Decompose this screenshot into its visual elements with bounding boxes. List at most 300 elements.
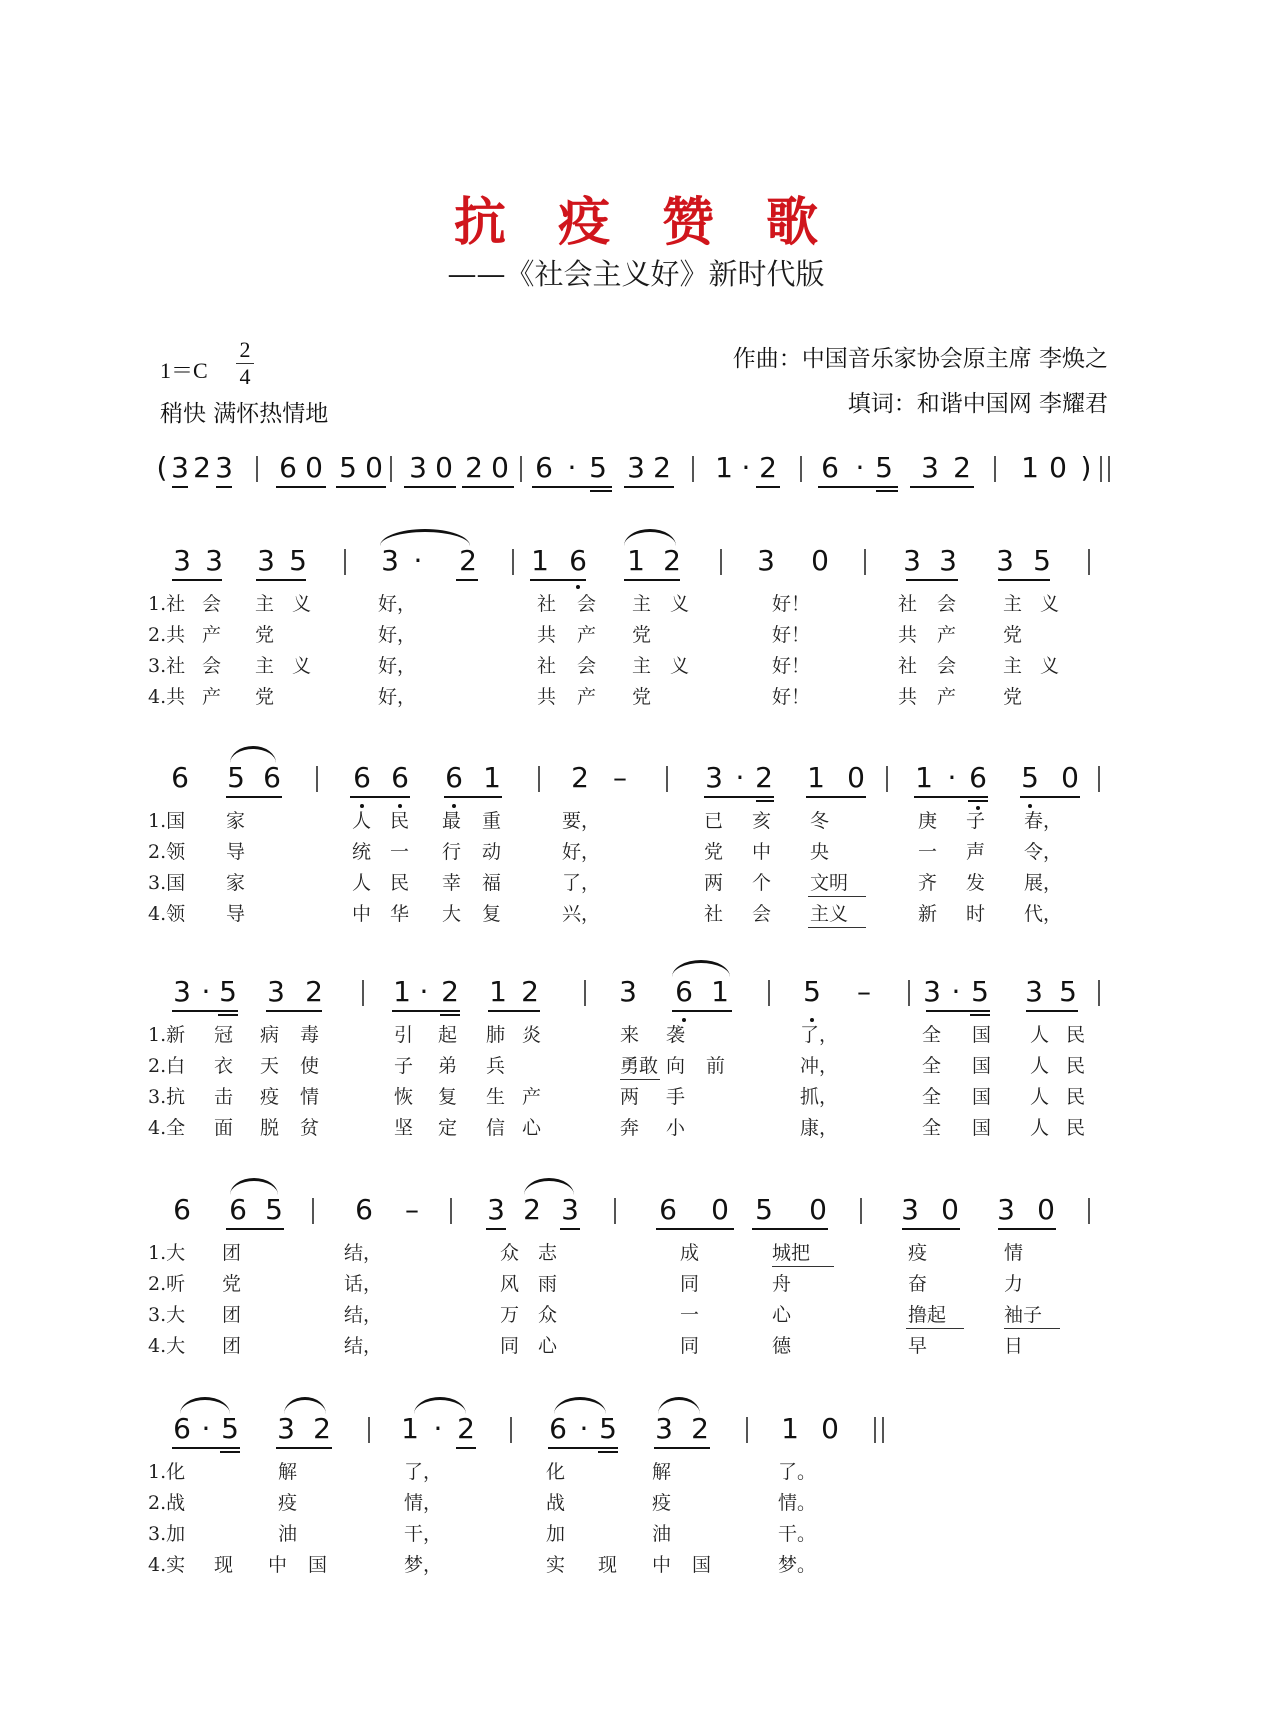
lyric-syllable: 会 — [202, 655, 222, 677]
underline-beam — [704, 796, 774, 798]
lyric-syllable: 城把 — [772, 1242, 811, 1264]
jianpu-note: 1 — [715, 451, 733, 484]
lyric-syllable: 弟 — [438, 1055, 458, 1077]
lyric-syllable: 人 — [1030, 1024, 1050, 1046]
underline-beam — [624, 486, 674, 488]
jianpu-note: 0 — [365, 451, 383, 484]
jianpu-note: 3 — [619, 975, 637, 1008]
barline — [390, 456, 392, 482]
lyric-syllable: 同 — [680, 1273, 700, 1295]
lyric-syllable: 人 — [352, 872, 372, 894]
jianpu-note: 1 — [531, 544, 549, 577]
lyric-syllable: 3.抗 — [148, 1086, 186, 1108]
lyric-syllable: 干， — [404, 1523, 443, 1545]
jianpu-note: 3 — [939, 544, 957, 577]
jianpu-note: 3 — [381, 544, 399, 577]
lyric-syllable: 一 — [390, 841, 410, 863]
jianpu-note: 2 — [653, 451, 671, 484]
lyric-syllable: 春， — [1024, 810, 1063, 832]
underline-beam — [998, 1228, 1056, 1230]
final-barline-thin — [1100, 456, 1102, 482]
lyric-syllable: 社 — [537, 655, 557, 677]
lyric-syllable: 2.战 — [148, 1492, 186, 1514]
lyric-syllable: 手 — [666, 1086, 686, 1108]
underline-beam — [910, 486, 974, 488]
jianpu-note: 6 — [535, 451, 553, 484]
lyric-syllable: 脱 — [260, 1117, 280, 1139]
jianpu-note: 3 — [173, 975, 191, 1008]
lyric-syllable: 民 — [390, 810, 410, 832]
lyric-syllable: 1.大 — [148, 1242, 186, 1264]
lyric-syllable: 梦， — [404, 1554, 443, 1576]
jianpu-note: 0 — [711, 1193, 729, 1226]
lyric-syllable: 奋 — [908, 1273, 928, 1295]
jianpu-note: · — [567, 451, 577, 484]
lyric-syllable: 团 — [222, 1304, 242, 1326]
barline — [692, 456, 694, 482]
lyric-syllable: 主 — [632, 593, 652, 615]
jianpu-note: – — [405, 1193, 419, 1226]
underline-beam — [456, 1447, 476, 1449]
lyric-syllable: 党 — [1003, 624, 1023, 646]
barline — [1098, 766, 1100, 792]
lyric-syllable: 复 — [482, 903, 502, 925]
lyric-syllable: 社 — [898, 593, 918, 615]
lyric-syllable: 全 — [922, 1055, 942, 1077]
lyric-syllable: 共 — [898, 624, 918, 646]
jianpu-note: 2 — [457, 1412, 475, 1445]
lyric-syllable: 义 — [1040, 593, 1060, 615]
underline-beam — [806, 796, 866, 798]
underline-beam — [226, 1228, 284, 1230]
jianpu-note: · — [413, 544, 423, 577]
lyric-syllable: 义 — [670, 593, 690, 615]
lyric-syllable: 统 — [352, 841, 372, 863]
lyric-syllable: 了， — [800, 1024, 839, 1046]
lyric-syllable: 雨 — [538, 1273, 558, 1295]
lyric-syllable: 德 — [772, 1335, 792, 1357]
lyric-syllable: 人 — [352, 810, 372, 832]
lyric-syllable: 恢 — [394, 1086, 414, 1108]
octave-dot — [576, 585, 580, 589]
lyric-syllable: 一 — [680, 1304, 700, 1326]
lyric-syllable: 化 — [546, 1461, 566, 1483]
lyric-syllable: 心 — [522, 1117, 542, 1139]
lyric-syllable: 党 — [255, 686, 275, 708]
lyric-syllable: 定 — [438, 1117, 458, 1139]
lyric-syllable: 了， — [404, 1461, 443, 1483]
underline-beam — [256, 579, 306, 581]
lyric-syllable: 2.听 — [148, 1273, 186, 1295]
jianpu-note: 3 — [655, 1412, 673, 1445]
lyric-syllable: 3.国 — [148, 872, 186, 894]
lyric-syllable: 团 — [222, 1242, 242, 1264]
jianpu-note: · — [855, 451, 865, 484]
underline-beam — [172, 486, 188, 488]
lyric-syllable: 1.化 — [148, 1461, 186, 1483]
lyric-syllable: 复 — [438, 1086, 458, 1108]
lyric-syllable: 解 — [652, 1461, 672, 1483]
lyric-syllable: 导 — [226, 903, 246, 925]
lyric-syllable: 现 — [214, 1554, 234, 1576]
jianpu-note: 1 — [489, 975, 507, 1008]
jianpu-note: 5 — [755, 1193, 773, 1226]
lyric-syllable: 党 — [704, 841, 724, 863]
underline-beam — [266, 1010, 322, 1012]
jianpu-note: 2 — [193, 451, 211, 484]
lyric-syllable: 实 — [546, 1554, 566, 1576]
lyric-syllable: 同 — [680, 1335, 700, 1357]
lyric-syllable: 好， — [378, 655, 417, 677]
lyric-syllable: 解 — [278, 1461, 298, 1483]
barline — [886, 766, 888, 792]
lyric-syllable: 疫 — [260, 1086, 280, 1108]
lyric-syllable: 成 — [680, 1242, 700, 1264]
barline — [746, 1417, 748, 1443]
lyric-syllable: 好， — [378, 593, 417, 615]
jianpu-note: 5 — [339, 451, 357, 484]
lyric-syllable: 中 — [652, 1554, 672, 1576]
lyric-syllable: 情， — [404, 1492, 443, 1514]
lyric-syllable: 人 — [1030, 1117, 1050, 1139]
lyric-syllable: 勇敢 — [620, 1055, 659, 1077]
lyric-syllable: 义 — [670, 655, 690, 677]
jianpu-note: 0 — [811, 544, 829, 577]
jianpu-note: 0 — [491, 451, 509, 484]
underline-beam — [276, 1447, 332, 1449]
jianpu-note: 6 — [171, 761, 189, 794]
lyric-syllable: 民 — [390, 872, 410, 894]
underline-beam — [336, 486, 386, 488]
underline-beam — [172, 579, 222, 581]
jianpu-note: 1 — [483, 761, 501, 794]
underline-beam — [532, 486, 612, 488]
lyric-syllable: 兴， — [562, 903, 601, 925]
lyric-syllable: 话， — [344, 1273, 383, 1295]
jianpu-note: 1 — [781, 1412, 799, 1445]
lyric-syllable: 起 — [438, 1024, 458, 1046]
underline-beam — [220, 1451, 240, 1453]
jianpu-note: 6 — [173, 1193, 191, 1226]
lyric-syllable: 主 — [1003, 593, 1023, 615]
jianpu-note: 6 — [569, 544, 587, 577]
lyric-syllable: 1.新 — [148, 1024, 186, 1046]
lyric-syllable: 情 — [1004, 1242, 1024, 1264]
slur-arc — [554, 1397, 606, 1414]
jianpu-note: 0 — [941, 1193, 959, 1226]
lyric-syllable: 最 — [442, 810, 462, 832]
jianpu-note: 6 — [353, 761, 371, 794]
jianpu-note: 6 — [675, 975, 693, 1008]
lyric-syllable: 会 — [937, 593, 957, 615]
slur-arc — [180, 1397, 230, 1414]
lyric-syllable: 心 — [538, 1335, 558, 1357]
jianpu-note: 3 — [757, 544, 775, 577]
slur-arc — [284, 1397, 326, 1414]
underline-beam — [672, 1010, 732, 1012]
lyric-syllable: 结， — [344, 1304, 383, 1326]
lyric-syllable: 义 — [292, 593, 312, 615]
lyric-syllable: 共 — [537, 686, 557, 708]
lyric-syllable: 展， — [1024, 872, 1063, 894]
lyric-syllable: 坚 — [394, 1117, 414, 1139]
jianpu-note: 2 — [305, 975, 323, 1008]
jianpu-note: 2 — [571, 761, 589, 794]
lyric-syllable: 好！ — [772, 593, 811, 615]
jianpu-note: 5 — [803, 975, 821, 1008]
lyric-syllable: 国 — [972, 1086, 992, 1108]
jianpu-note: 2 — [521, 975, 539, 1008]
underline-beam — [456, 579, 478, 581]
lyric-syllable: 国 — [692, 1554, 712, 1576]
underline-beam — [876, 490, 898, 492]
lyric-syllable: 众 — [538, 1304, 558, 1326]
lyric-syllable: 击 — [214, 1086, 234, 1108]
lyric-syllable: 2.共 — [148, 624, 186, 646]
barline — [666, 766, 668, 792]
jianpu-note: · — [419, 975, 429, 1008]
lyric-underline — [1004, 1328, 1060, 1329]
jianpu-note: 3 — [277, 1412, 295, 1445]
barline — [510, 1417, 512, 1443]
barline — [512, 549, 514, 575]
lyric-syllable: 肺 — [486, 1024, 506, 1046]
lyric-syllable: 疫 — [908, 1242, 928, 1264]
jianpu-note: 3 — [487, 1193, 505, 1226]
barline — [520, 456, 522, 482]
barline — [720, 549, 722, 575]
underline-beam — [756, 800, 774, 802]
jianpu-note: 0 — [821, 1412, 839, 1445]
lyric-syllable: 生 — [486, 1086, 506, 1108]
jianpu-note: – — [613, 761, 627, 794]
lyric-syllable: 现 — [598, 1554, 618, 1576]
lyric-syllable: 中 — [752, 841, 772, 863]
lyric-syllable: 面 — [214, 1117, 234, 1139]
lyric-syllable: 撸起 — [908, 1304, 947, 1326]
jianpu-note: · — [201, 975, 211, 1008]
lyric-syllable: 加 — [546, 1523, 566, 1545]
lyric-syllable: 病 — [260, 1024, 280, 1046]
lyric-syllable: 时 — [966, 903, 986, 925]
jianpu-note: 2 — [523, 1193, 541, 1226]
lyric-syllable: 党 — [1003, 686, 1023, 708]
lyric-syllable: 民 — [1066, 1086, 1086, 1108]
barline — [1088, 1198, 1090, 1224]
lyric-syllable: 全 — [922, 1117, 942, 1139]
underline-beam — [560, 1228, 580, 1230]
underline-beam — [970, 1014, 990, 1016]
lyric-syllable: 声 — [966, 841, 986, 863]
jianpu-note: 6 — [355, 1193, 373, 1226]
lyric-syllable: 幸 — [442, 872, 462, 894]
underline-beam — [998, 579, 1050, 581]
underline-beam — [926, 1010, 990, 1012]
lyric-underline — [808, 927, 866, 928]
lyric-syllable: 重 — [482, 810, 502, 832]
jianpu-note: 6 — [391, 761, 409, 794]
underline-beam — [1020, 796, 1080, 798]
paren-open: ( — [156, 451, 168, 484]
underline-beam — [656, 1228, 734, 1230]
jianpu-note: 2 — [465, 451, 483, 484]
octave-dot — [360, 804, 364, 808]
lyric-syllable: 发 — [966, 872, 986, 894]
jianpu-note: 5 — [875, 451, 893, 484]
barline — [450, 1198, 452, 1224]
lyric-syllable: 奔 — [620, 1117, 640, 1139]
jianpu-note: 5 — [589, 451, 607, 484]
lyric-syllable: 党 — [632, 686, 652, 708]
lyric-syllable: 共 — [898, 686, 918, 708]
jianpu-note: 2 — [459, 544, 477, 577]
jianpu-note: 1 — [393, 975, 411, 1008]
jianpu-note: ) — [1080, 451, 1092, 484]
lyric-syllable: 要， — [562, 810, 601, 832]
lyric-syllable: 好， — [378, 686, 417, 708]
lyric-syllable: 国 — [308, 1554, 328, 1576]
lyric-syllable: 同 — [500, 1335, 520, 1357]
lyric-syllable: 炎 — [522, 1024, 542, 1046]
jianpu-note: 6 — [445, 761, 463, 794]
lyric-syllable: 好， — [562, 841, 601, 863]
underline-beam — [752, 1228, 828, 1230]
jianpu-note: 1 — [627, 544, 645, 577]
jianpu-note: 3 — [923, 975, 941, 1008]
lyric-syllable: 4.共 — [148, 686, 186, 708]
lyric-syllable: 会 — [937, 655, 957, 677]
jianpu-note: 1 — [915, 761, 933, 794]
slur-arc — [380, 529, 470, 546]
lyric-syllable: 早 — [908, 1335, 928, 1357]
jianpu-note: 5 — [219, 975, 237, 1008]
underline-beam — [440, 1014, 460, 1016]
lyric-syllable: 动 — [482, 841, 502, 863]
final-barline-thin — [1108, 456, 1110, 482]
jianpu-note: 3 — [171, 451, 189, 484]
underline-beam — [598, 1451, 618, 1453]
lyric-syllable: 新 — [918, 903, 938, 925]
lyric-syllable: 社 — [704, 903, 724, 925]
lyric-syllable: 共 — [537, 624, 557, 646]
underline-beam — [172, 1010, 238, 1012]
system-2 — [0, 762, 1272, 932]
lyric-syllable: 义 — [1040, 655, 1060, 677]
jianpu-note: 1 — [401, 1412, 419, 1445]
jianpu-note: 2 — [953, 451, 971, 484]
lyric-syllable: 央 — [810, 841, 830, 863]
lyric-syllable: 1.国 — [148, 810, 186, 832]
lyric-syllable: 庚 — [918, 810, 938, 832]
lyric-syllable: 代， — [1024, 903, 1063, 925]
jianpu-note: 6 — [229, 1193, 247, 1226]
lyric-syllable: 好！ — [772, 624, 811, 646]
intro-line — [0, 452, 1272, 502]
jianpu-note: 5 — [265, 1193, 283, 1226]
octave-dot — [452, 804, 456, 808]
lyric-syllable: 油 — [278, 1523, 298, 1545]
lyric-syllable: 主 — [632, 655, 652, 677]
lyric-syllable: 行 — [442, 841, 462, 863]
final-barline-thin — [882, 1417, 884, 1443]
lyric-syllable: 了。 — [778, 1461, 817, 1483]
lyric-syllable: 个 — [752, 872, 772, 894]
underline-beam — [1026, 1010, 1078, 1012]
lyric-underline — [906, 1328, 964, 1329]
lyric-syllable: 国 — [972, 1055, 992, 1077]
lyric-syllable: 引 — [394, 1024, 414, 1046]
lyric-syllable: 3.大 — [148, 1304, 186, 1326]
lyric-syllable: 结， — [344, 1242, 383, 1264]
lyric-syllable: 全 — [922, 1024, 942, 1046]
jianpu-note: 2 — [441, 975, 459, 1008]
lyric-syllable: 衣 — [214, 1055, 234, 1077]
lyric-underline — [620, 1079, 660, 1080]
lyric-syllable: 令， — [1024, 841, 1063, 863]
jianpu-note: 6 — [173, 1412, 191, 1445]
lyric-syllable: 使 — [300, 1055, 320, 1077]
lyric-syllable: 华 — [390, 903, 410, 925]
jianpu-note: 1 — [807, 761, 825, 794]
lyric-syllable: 万 — [500, 1304, 520, 1326]
lyric-syllable: 众 — [500, 1242, 520, 1264]
lyric-syllable: 2.领 — [148, 841, 186, 863]
lyric-syllable: 产 — [202, 624, 222, 646]
barline — [994, 456, 996, 482]
lyric-syllable: 3.加 — [148, 1523, 186, 1545]
jianpu-note: 3 — [921, 451, 939, 484]
jianpu-note: · — [947, 761, 957, 794]
lyric-syllable: 文明 — [810, 872, 849, 894]
lyric-syllable: 了， — [562, 872, 601, 894]
barline — [768, 980, 770, 1006]
song-title: 抗疫赞歌 — [453, 192, 870, 253]
underline-beam — [590, 490, 612, 492]
jianpu-note: 0 — [809, 1193, 827, 1226]
barline — [1088, 549, 1090, 575]
lyric-syllable: 会 — [577, 593, 597, 615]
octave-dot — [810, 1018, 814, 1022]
lyric-syllable: 产 — [937, 624, 957, 646]
jianpu-note: 3 — [705, 761, 723, 794]
underline-beam — [276, 486, 326, 488]
lyric-syllable: 冠 — [214, 1024, 234, 1046]
lyric-syllable: 党 — [222, 1273, 242, 1295]
jianpu-note: 1 — [1021, 451, 1039, 484]
barline — [312, 1198, 314, 1224]
jianpu-note: 2 — [663, 544, 681, 577]
lyric-syllable: 天 — [260, 1055, 280, 1077]
lyric-syllable: 人 — [1030, 1086, 1050, 1108]
barline — [800, 456, 802, 482]
underline-beam — [488, 1010, 540, 1012]
lyric-syllable: 1.社 — [148, 593, 186, 615]
song-subtitle: ——《社会主义好》新时代版 — [447, 257, 825, 291]
lyric-syllable: 向 — [666, 1055, 686, 1077]
lyric-syllable: 袖子 — [1004, 1304, 1043, 1326]
slur-arc — [658, 1397, 700, 1414]
underline-beam — [226, 796, 282, 798]
jianpu-note: 5 — [971, 975, 989, 1008]
octave-dot — [682, 1018, 686, 1022]
barline — [344, 549, 346, 575]
lyric-syllable: 4.实 — [148, 1554, 186, 1576]
lyric-syllable: 两 — [620, 1086, 640, 1108]
jianpu-note: 3 — [996, 544, 1014, 577]
jianpu-note: 5 — [289, 544, 307, 577]
underline-beam — [968, 800, 988, 802]
jianpu-note: · — [201, 1412, 211, 1445]
